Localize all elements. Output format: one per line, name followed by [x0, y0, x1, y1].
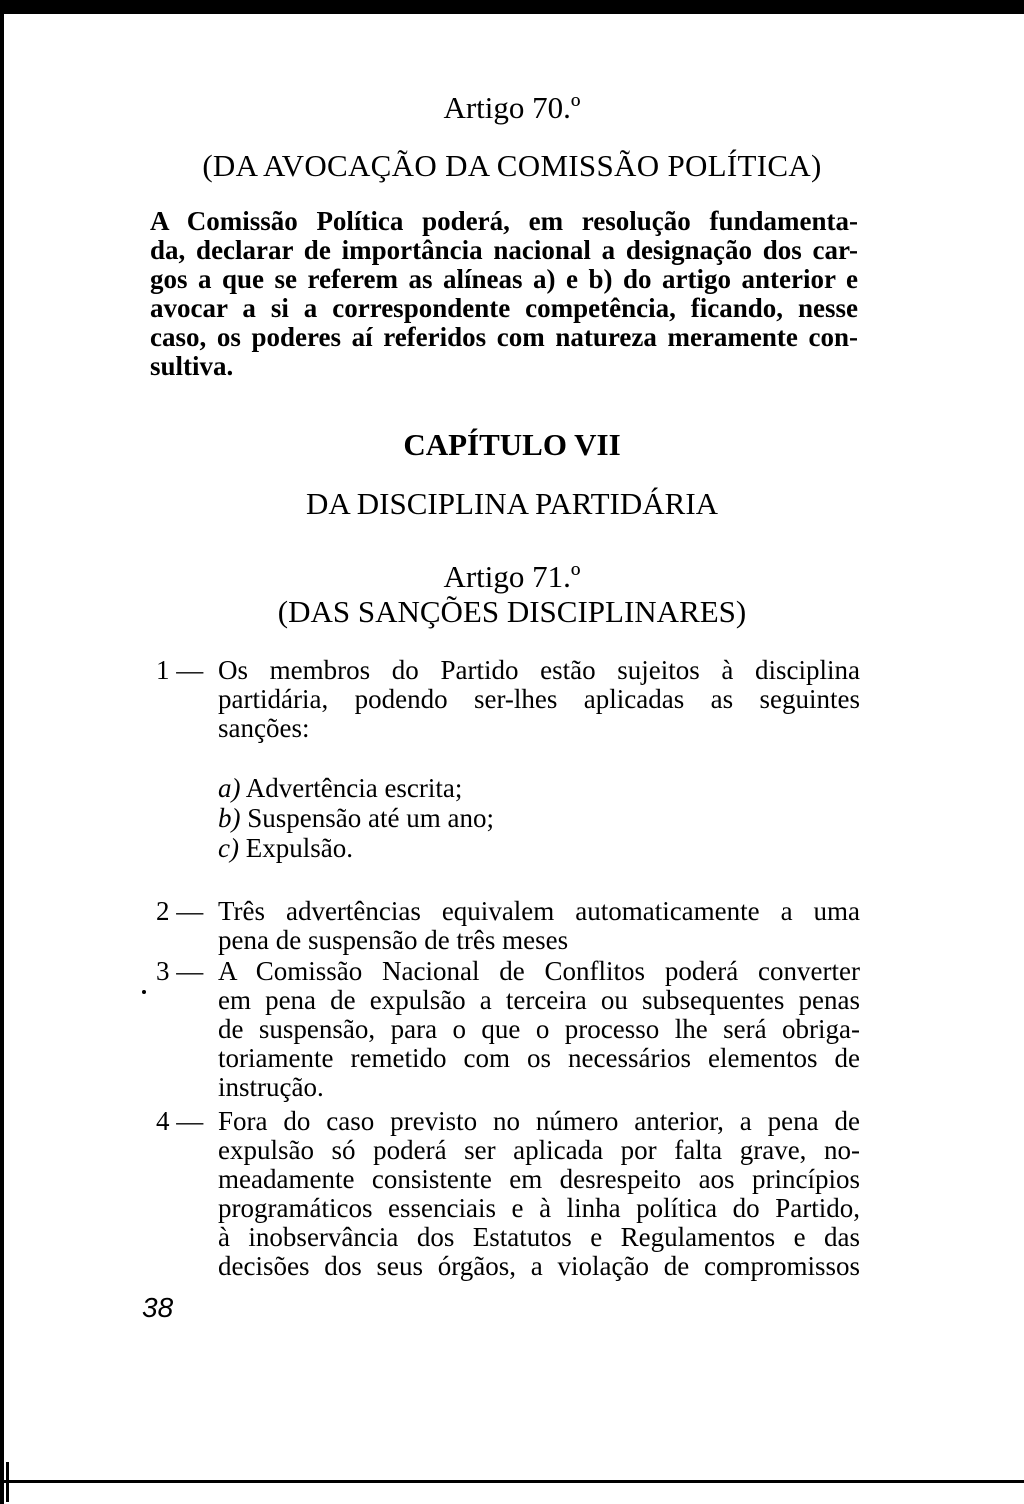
sanction-letter: a)	[218, 773, 241, 803]
article-70-line: sultiva.	[150, 351, 234, 381]
item-line: Fora do caso previsto no número anterior, a pena de	[218, 1106, 860, 1136]
item-line: expulsão só poderá ser aplicada por falta grave, no-	[218, 1135, 860, 1165]
sanction-item	[218, 773, 494, 803]
sanction-text: Suspensão até um ano;	[247, 803, 494, 833]
article-70-line: gos a que se referem as alíneas a) e b) do artigo anterior e	[150, 264, 858, 294]
article-70-heading: Artigo 70.º	[443, 90, 581, 125]
item-line: meadamente consistente em desrespeito aos princípios	[218, 1164, 860, 1194]
article-70-subtitle: (DA AVOCAÇÃO DA COMISSÃO POLÍTICA)	[202, 148, 822, 183]
item-line: partidária, podendo ser-lhes aplicadas as seguintes	[218, 684, 860, 714]
item-line: A Comissão Nacional de Conflitos poderá converter	[218, 956, 860, 986]
chapter-subtitle: DA DISCIPLINA PARTIDÁRIA	[305, 486, 719, 521]
item-number: 3 —	[156, 956, 204, 986]
article-70-body	[150, 207, 858, 381]
article-71-subtitle: (DAS SANÇÕES DISCIPLINARES)	[277, 594, 747, 629]
item-line: em pena de expulsão a terceira ou subsequentes penas	[218, 985, 860, 1015]
item-line: Três advertências equivalem automaticamente a uma	[218, 896, 860, 926]
item-line: decisões dos seus órgãos, a violação de compromissos	[218, 1251, 860, 1281]
sanction-letter: b)	[218, 803, 241, 833]
item-line: programáticos essenciais e à linha política do Partido,	[218, 1193, 860, 1223]
sanction-item	[218, 803, 494, 833]
article-70-line: da, declarar de importância nacional a designação dos car-	[150, 235, 858, 265]
article-70-line: A Comissão Política poderá, em resolução fundamenta-	[150, 206, 858, 236]
page-border-corner	[6, 1462, 9, 1502]
item-number: 4 —	[156, 1106, 204, 1136]
item-line: instrução.	[218, 1072, 324, 1102]
sanction-item	[218, 833, 494, 863]
chapter-title: CAPÍTULO VII	[403, 427, 621, 462]
item-number: 2 —	[156, 896, 204, 926]
item-line: sanções:	[218, 713, 310, 743]
scan-speck	[142, 990, 146, 994]
item-line: toriamente remetido com os necessários elementos de	[218, 1043, 860, 1073]
page-number: 38	[142, 1292, 174, 1323]
item-line: pena de suspensão de três meses	[218, 925, 569, 955]
item-line: de suspensão, para o que o processo lhe será obriga-	[218, 1014, 860, 1044]
article-71-heading: Artigo 71.º	[443, 559, 581, 594]
article-70-line: caso, os poderes aí referidos com natureza meramente con-	[150, 322, 858, 352]
item-number: 1 —	[156, 655, 204, 685]
page-border-top	[0, 0, 1024, 14]
sanction-text: Expulsão.	[245, 833, 353, 863]
page-border-left	[0, 0, 4, 1504]
sanction-letter: c)	[218, 833, 239, 863]
article-70-line: avocar a si a correspondente competência, ficando, nesse	[150, 293, 858, 323]
page-border-bottom	[0, 1480, 1024, 1483]
item-line: Os membros do Partido estão sujeitos à disciplina	[218, 655, 860, 685]
item-line: à inobservância dos Estatutos e Regulamentos e das	[218, 1222, 860, 1252]
sanction-text: Advertência escrita;	[245, 773, 463, 803]
sanctions-list	[218, 773, 494, 863]
